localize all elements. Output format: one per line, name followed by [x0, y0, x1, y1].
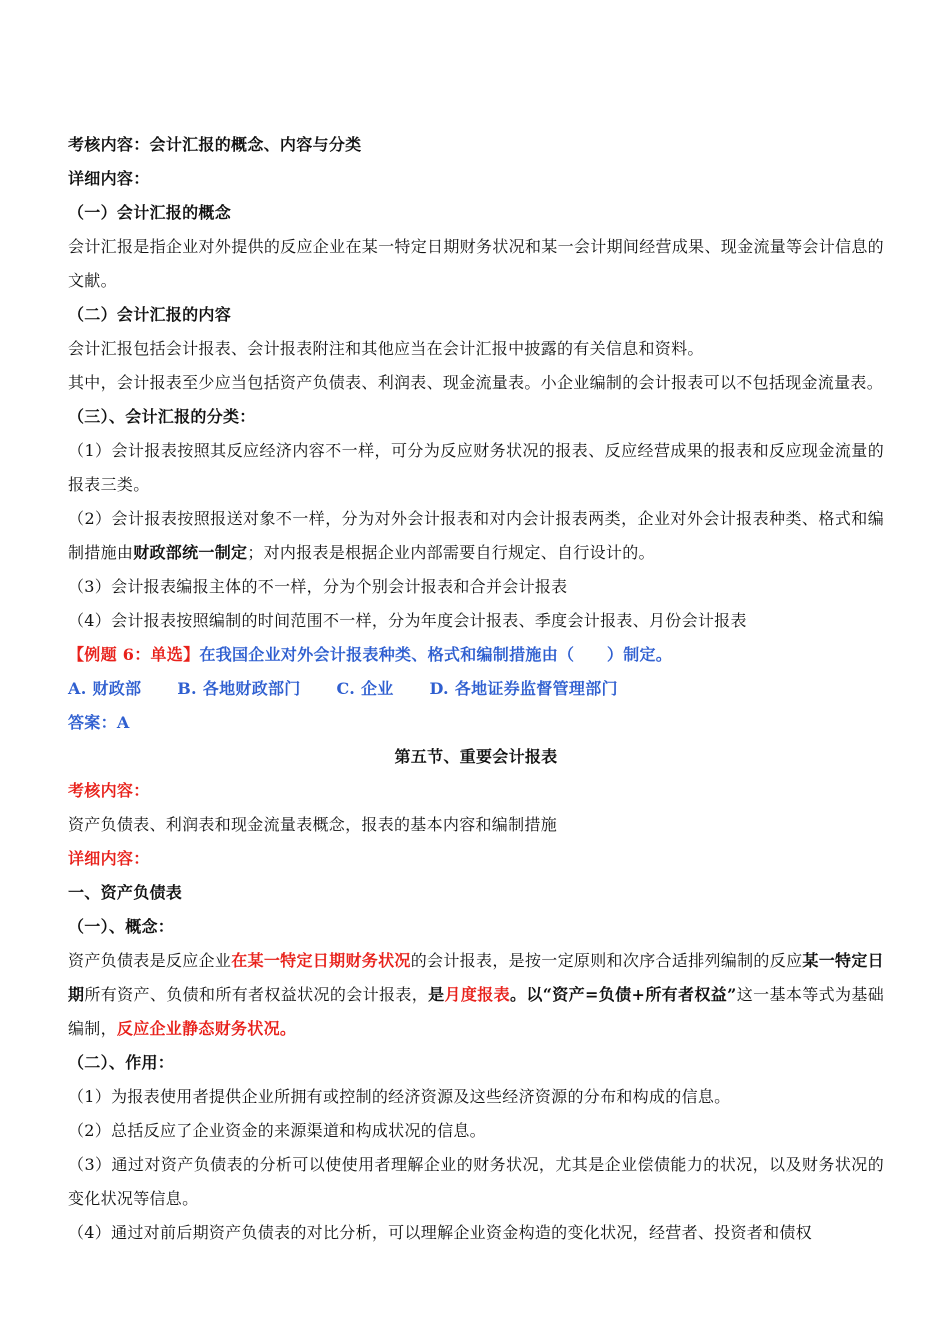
paragraph-content-2: 其中，会计报表至少应当包括资产负债表、利润表、现金流量表。小企业编制的会计报表可以不包括现金流量表。 [68, 373, 884, 392]
example-question-text: 在我国企业对外会计报表种类、格式和编制措施由（ ）制定。 [199, 645, 673, 664]
def-red-3: 反应企业静态财务状况。 [116, 1019, 297, 1038]
item-2-text: （2）会计报表按照报送对象不一样，分为对外会计报表和对内会计报表两类，企业对外会计报表种类、格式和编制措施由 [68, 509, 884, 562]
paragraph-bs-definition [68, 944, 884, 1046]
example-tag: 【例题 6：单选】 [68, 645, 200, 664]
item-2-bold: 财政部统一制定 [133, 543, 248, 562]
exam-label: 考核内容： [68, 135, 150, 154]
item-2-text-end: ；对内报表是根据企业内部需要自行规定、自行设计的。 [247, 543, 655, 562]
option-d: D. 各地证券监督管理部门 [429, 679, 618, 698]
function-item-4: （4）通过对前后期资产负债表的对比分析，可以理解企业资金构造的变化状况，经营者、投资者和债权 [68, 1223, 812, 1242]
option-b: B. 各地财政部门 [177, 679, 301, 698]
classification-item-2 [68, 502, 884, 570]
def-bold-1: 某一特定日期 [68, 951, 884, 1004]
def-text-3: 所有资产、负债和所有者权益状况的会计报表， [84, 985, 429, 1004]
def-text-4: 这一基本等式为基础编制， [68, 985, 884, 1038]
def-bold-3: 。以“资产=负债+所有者权益” [509, 985, 737, 1004]
def-red-2: 月度报表 [444, 985, 510, 1004]
paragraph-content: 会计汇报包括会计报表、会计报表附注和其他应当在会计汇报中披露的有关信息和资料。 [68, 339, 704, 358]
function-item-3: （3）通过对资产负债表的分析可以使使用者理解企业的财务状况，尤其是企业偿债能力的状况，以及财务状况的变化状况等信息。 [68, 1155, 884, 1208]
classification-item-1: （1）会计报表按照其反应经济内容不一样，可分为反应财务状况的报表、反应经营成果的报表和反应现金流量的报表三类。 [68, 441, 884, 494]
option-a: A. 财政部 [68, 679, 142, 698]
option-c: C. 企业 [336, 679, 394, 698]
paragraph-concept: 会计汇报是指企业对外提供的反应企业在某一特定日期财务状况和某一会计期间经营成果、现金流量等会计信息的文献。 [68, 237, 884, 290]
section-title: 第五节、重要会计报表 [394, 747, 558, 766]
subheading-bs-concept: （一）、概念： [68, 917, 175, 936]
subheading-content: （二）会计汇报的内容 [68, 305, 232, 324]
exam-text-2: 资产负债表、利润表和现金流量表概念，报表的基本内容和编制措施 [68, 815, 558, 834]
function-item-1: （1）为报表使用者提供企业所拥有或控制的经济资源及这些经济资源的分布和构成的信息。 [68, 1087, 731, 1106]
exam-label-2: 考核内容： [68, 781, 150, 800]
example-options [68, 672, 884, 706]
def-text-2: 的会计报表，是按一定原则和次序合适排列编制的反应 [410, 951, 803, 970]
exam-text: 会计汇报的概念、内容与分类 [149, 135, 362, 154]
heading-balance-sheet: 一、资产负债表 [68, 883, 183, 902]
classification-item-4: （4）会计报表按照编制的时间范围不一样，分为年度会计报表、季度会计报表、月份会计报表 [68, 611, 747, 630]
subheading-bs-function: （二）、作用： [68, 1053, 175, 1072]
exam-content-heading [68, 128, 884, 162]
classification-item-3: （3）会计报表编报主体的不一样，分为个别会计报表和合并会计报表 [68, 577, 568, 596]
detail-label-2: 详细内容： [68, 849, 150, 868]
detail-label: 详细内容： [68, 169, 150, 188]
subheading-concept: （一）会计汇报的概念 [68, 203, 232, 222]
subheading-classification: （三）、会计汇报的分类： [68, 407, 256, 426]
document-page [68, 128, 884, 1250]
def-bold-2: 是 [428, 985, 445, 1004]
def-red-1: 在某一特定日期财务状况 [231, 951, 411, 970]
function-item-2: （2）总括反应了企业资金的来源渠道和构成状况的信息。 [68, 1121, 486, 1140]
example-answer: 答案：A [68, 713, 130, 732]
example-question [68, 638, 884, 672]
def-text-1: 资产负债表是反应企业 [68, 951, 232, 970]
